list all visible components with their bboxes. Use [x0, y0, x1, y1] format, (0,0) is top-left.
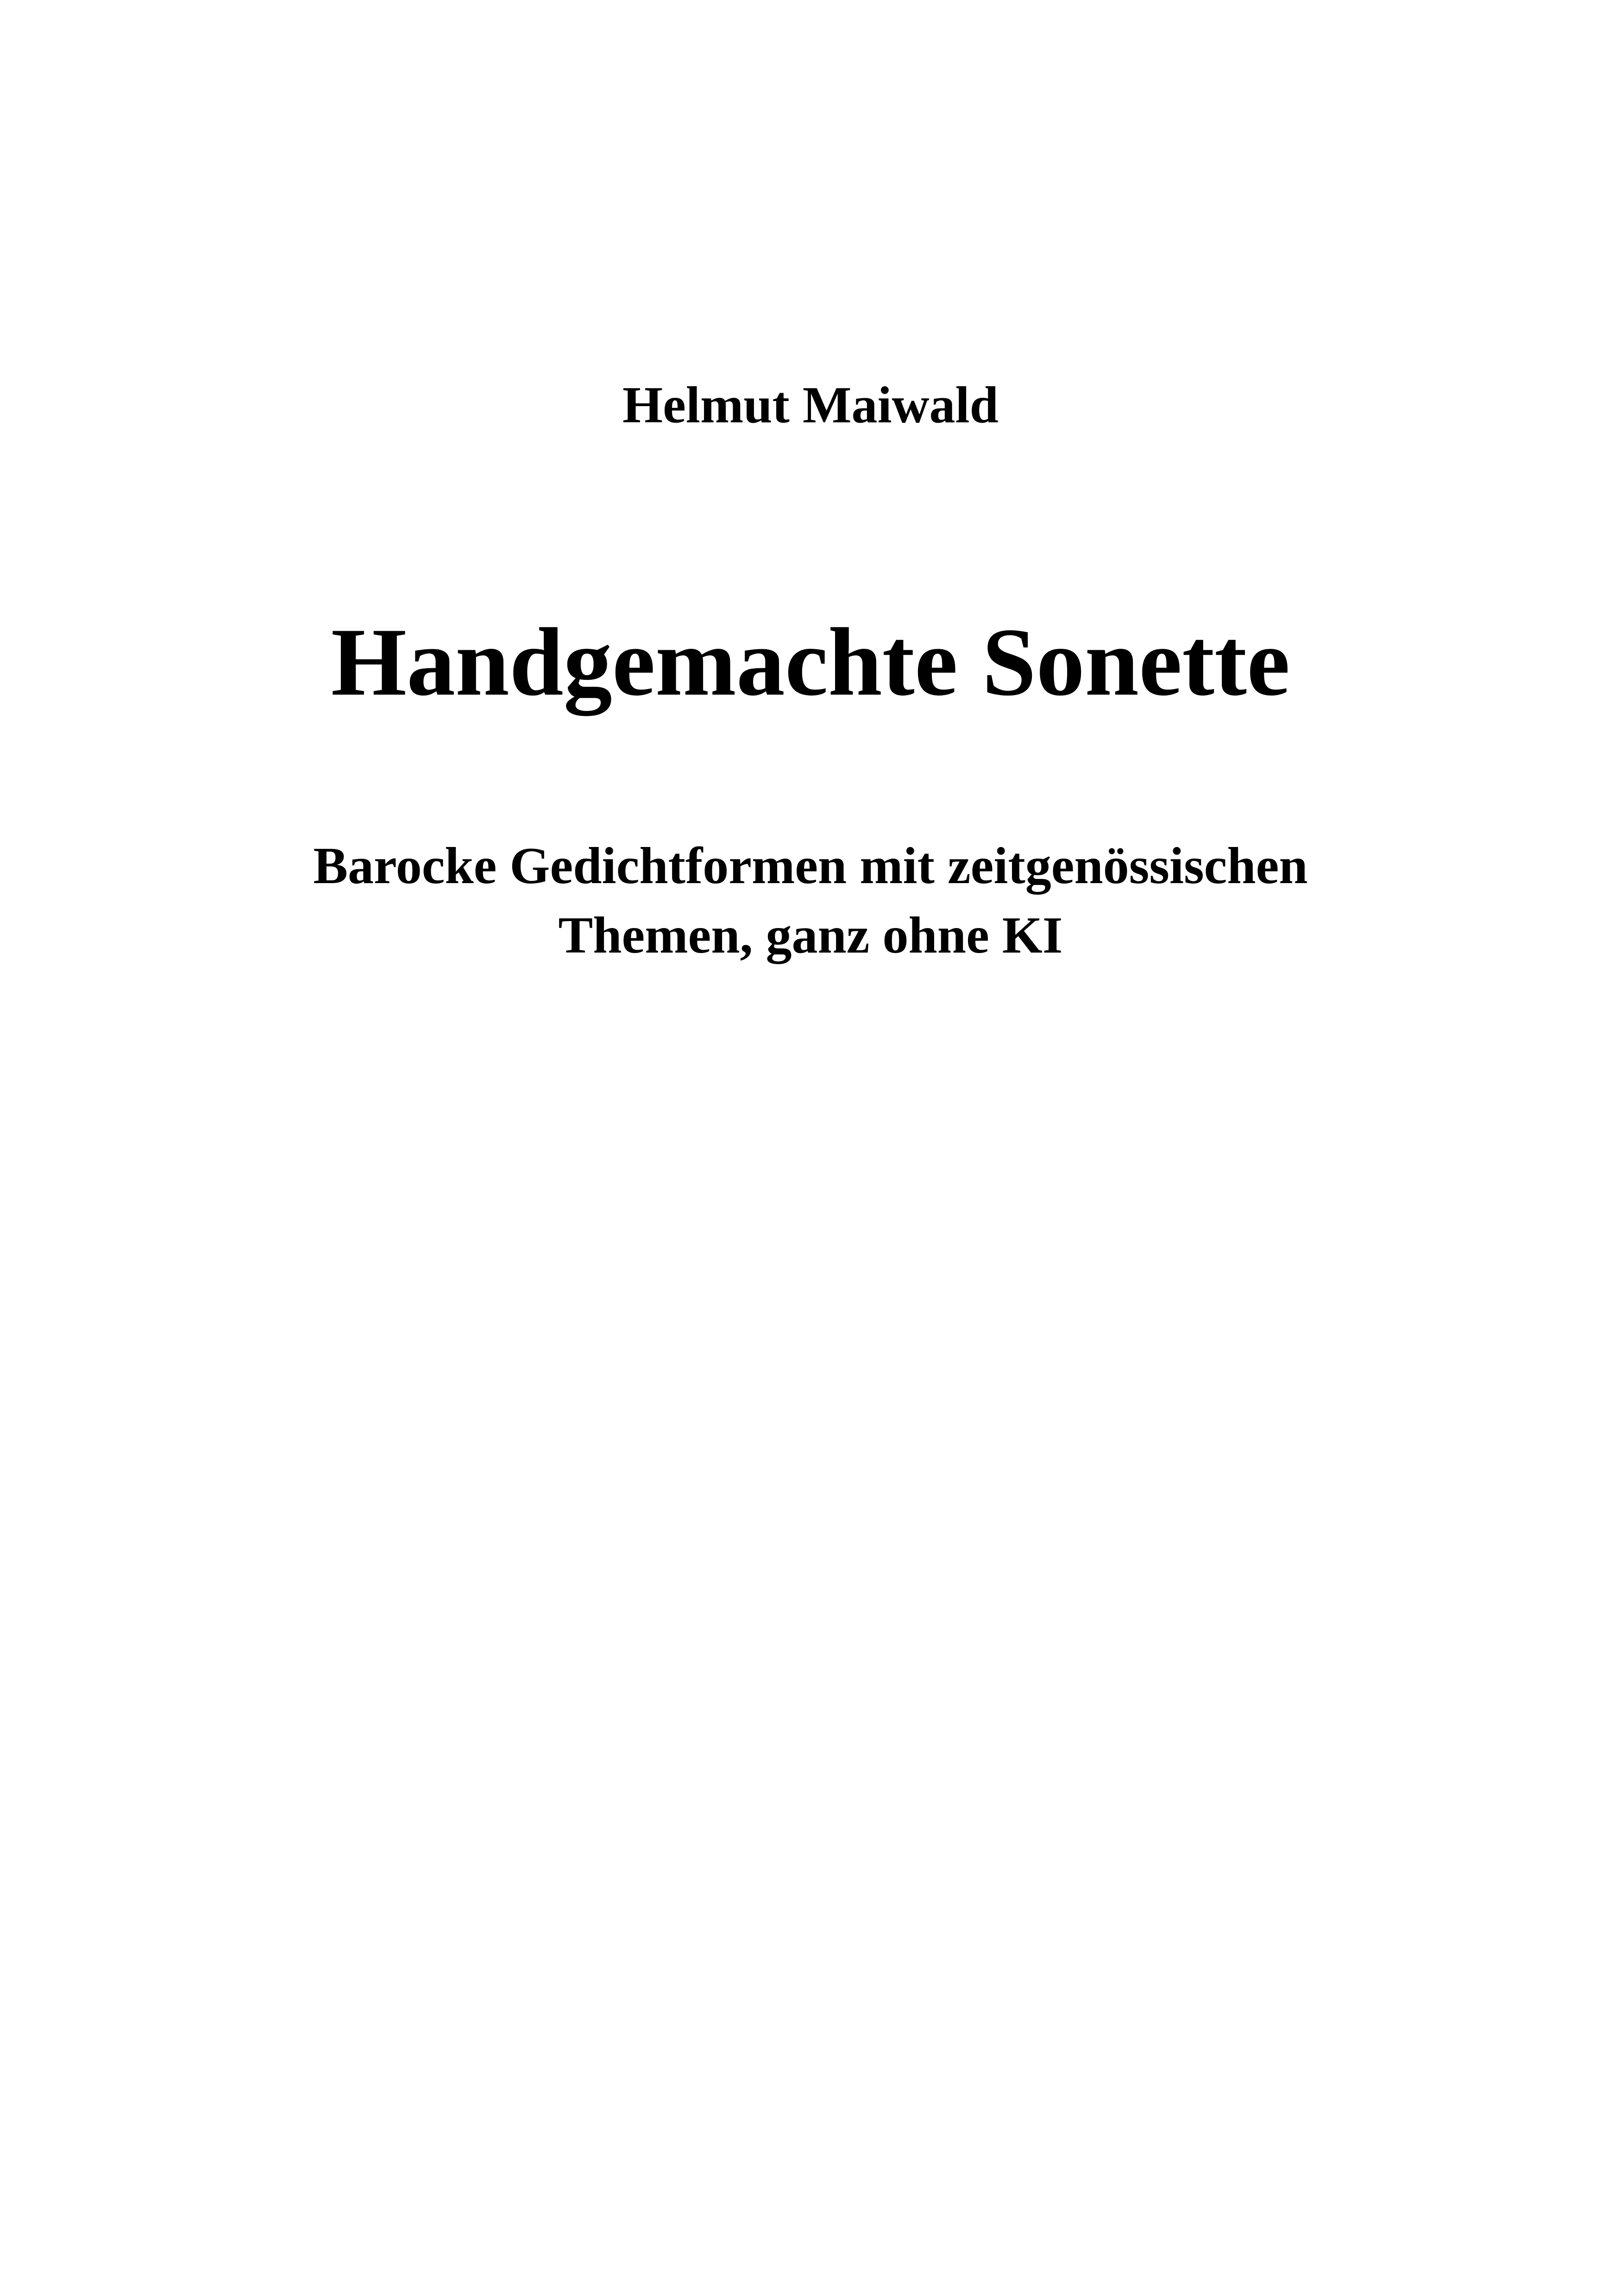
book-subtitle — [0, 831, 1621, 970]
author-name: Helmut Maiwald — [622, 376, 999, 434]
book-title: Handgemachte Sonette — [331, 609, 1290, 716]
subtitle-line-1: Barocke Gedichtformen mit zeitgenössischen — [313, 837, 1308, 895]
subtitle-line-2: Themen, ganz ohne KI — [558, 907, 1063, 964]
